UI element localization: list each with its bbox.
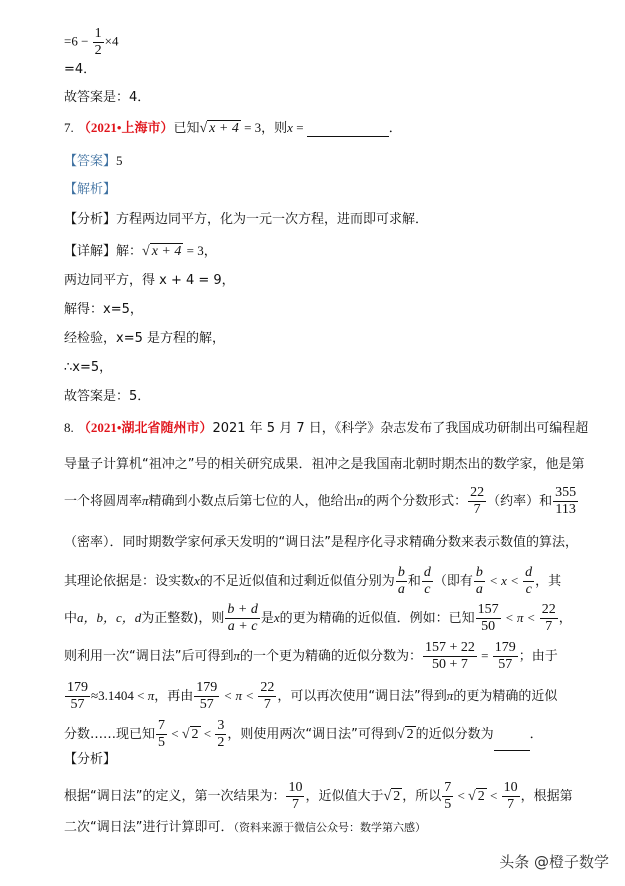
variables: a，b，c，d: [77, 610, 142, 625]
detail-line: [64, 243, 217, 260]
stem-text: 已知: [173, 121, 200, 136]
stem-text: 分数……现已知: [64, 727, 156, 742]
fenxi-tag: 【分析】: [64, 212, 117, 227]
fenxi-line: [64, 212, 428, 228]
stem-text: 精确到小数点后第七位的人，他给出: [148, 494, 357, 509]
q8-fenxi-tag: 【分析】: [64, 752, 117, 767]
sqrt-2: √ 2: [468, 789, 485, 804]
stem-text: =: [292, 120, 307, 135]
detail-text: 解：: [116, 244, 143, 259]
analysis-tag: 【解析】: [64, 182, 117, 197]
approx-text: ≈3.1404 <: [91, 688, 145, 703]
sqrt-expression: √ x + 4: [142, 244, 182, 259]
fraction-10-7: $\frac{10}{7}$: [503, 780, 518, 812]
question-8-line-3: [64, 485, 579, 518]
fraction: $\frac{1}{2}$: [94, 26, 102, 58]
stem-text: ．: [388, 121, 402, 136]
pi-symbol: π: [446, 688, 454, 703]
step-4: ∴x=5，: [64, 360, 113, 375]
pi-symbol: π: [233, 648, 240, 663]
analysis-text: ，根据第: [520, 789, 573, 804]
fraction-b-a: $\frac{b}{a}$: [475, 565, 483, 597]
question-7-stem: [64, 120, 402, 137]
stem-text: ，其: [535, 574, 562, 589]
question-8-line-8: $\frac{179}{57}$ ≈3.1404 < π，再由 $\frac{179}{57}$ < π < $\frac{22}{7}$ ，可以再次使用“调日法”得到π的更为精确的近似: [67, 680, 558, 712]
fraction-179-57: $\frac{179}{57}$: [67, 680, 88, 712]
prev-solution-answer: 故答案是：4．: [64, 90, 151, 105]
stem-text: 的两个分数形式：: [363, 494, 468, 509]
stem-text: 的不足近似值和过剩近似值分别为: [199, 574, 395, 589]
step-3: 经检验，x=5 是方程的解，: [64, 331, 225, 346]
stem-text: 为正整数)，则: [141, 611, 225, 626]
prev-solution-line-2: =4．: [64, 62, 97, 77]
pi-symbol: π: [356, 493, 364, 508]
stem-text: 的更为精确的近似: [453, 689, 558, 704]
stem-text: ，再由: [154, 689, 194, 704]
fraction-yuelv: $\frac{22}{7}$: [470, 485, 485, 517]
answer-blank: [307, 136, 389, 137]
fraction-157-50: $\frac{157}{50}$: [477, 602, 499, 634]
fraction-mediant: $\frac{b + d}{a + c}$: [227, 602, 258, 634]
step-2: 解得：x=5，: [64, 302, 143, 317]
question-8-line-9: 分数……现已知 $\frac{7}{5}$ < √ 2 < $\frac{3}{2}$ ，则使用两次“调日法”可得到√ 2 的近似分数为 ．: [64, 718, 543, 750]
stem-text: 和: [407, 574, 421, 589]
fraction-22-7: $\frac{22}{7}$: [541, 602, 556, 634]
fraction-milv: $\frac{355}{113}$: [555, 485, 577, 517]
question-source: （2021•上海市）: [77, 120, 174, 135]
stem-text: 中: [64, 611, 78, 626]
answer-tag: 【答案】: [64, 154, 117, 169]
detail-text: = 3，: [183, 243, 217, 258]
analysis-text: 二次“调日法”进行计算即可．: [64, 820, 234, 835]
fraction-3-2: $\frac{3}{2}$: [217, 718, 225, 750]
stem-text: 2021 年 5 月 7 日，《科学》杂志发布了我国成功研制出可编程超: [212, 421, 589, 436]
fraction-179-57: $\frac{179}{57}$: [494, 640, 516, 672]
fraction-sum: $\frac{157 + 22}{50 + 7}$: [425, 640, 475, 672]
sqrt-2: √ 2: [396, 727, 414, 742]
fraction-d-c: $\frac{d}{c}$: [525, 565, 533, 597]
stem-text: ．: [529, 727, 543, 742]
fraction-10-7: $\frac{10}{7}$: [288, 780, 303, 812]
fraction-22-7: $\frac{22}{7}$: [260, 680, 275, 712]
sqrt-2: √ 2: [383, 789, 401, 804]
analysis-text: ，所以: [402, 789, 442, 804]
stem-text: 其理论依据是：设实数: [64, 574, 195, 589]
stem-text: 一个将圆周率: [64, 494, 143, 509]
watermark: 头条 @橙子数学: [499, 853, 609, 871]
question-source: （2021•湖北省随州市）: [77, 420, 213, 435]
question-8-line-7: 则利用一次“调日法”后可得到π的一个更为精确的近似分数为： $\frac{157 + 22}{50 + 7}$ = $\frac{179}{57}$ ；由于: [64, 640, 558, 672]
stem-text: （即有: [433, 574, 473, 589]
source-note: （资料来源于微信公众号：数学第六感）: [233, 821, 426, 834]
expr-text: ×4: [104, 33, 119, 49]
prev-solution-line-1: [64, 26, 119, 59]
q8-analysis-line-1: 根据“调日法”的定义，第一次结果为： $\frac{10}{7}$ ，近似值大于√ 2 ，所以 $\frac{7}{5}$ < √ 2 < $\frac{10}{7}$ ，根据第: [64, 780, 573, 812]
variable: x: [287, 120, 293, 135]
analysis-text: ，近似值大于: [305, 789, 384, 804]
analysis-text: 根据“调日法”的定义，第一次结果为：: [64, 789, 286, 804]
q8-analysis-line-2: [64, 820, 426, 836]
question-8-line-4: （密率）．同时期数学家何承天发明的“调日法”是程序化寻求精确分数来表示数值的算法，: [64, 535, 578, 550]
stem-text: 是: [260, 611, 274, 626]
stem-text: 的一个更为精确的近似分数为：: [240, 649, 423, 664]
fraction-7-5: $\frac{7}{5}$: [158, 718, 166, 750]
sqrt-expression: √ x + 4: [199, 121, 239, 136]
stem-text: （约率）和: [487, 494, 553, 509]
fraction-d-c: $\frac{d}{c}$: [423, 565, 431, 597]
answer-blank: [494, 750, 530, 751]
sqrt-2: √ 2: [181, 727, 199, 742]
fenxi-text: 方程两边同平方，化为一元一次方程，进而即可求解．: [116, 212, 429, 227]
expr-text: =6 −: [64, 33, 92, 49]
stem-text: ，可以再次使用“调日法”得到: [277, 689, 447, 704]
fraction-179-57: $\frac{179}{57}$: [196, 680, 218, 712]
answer-value: 5: [116, 153, 123, 168]
stem-text: 的更为精确的近似值．例如：已知: [279, 611, 475, 626]
stem-text: = 3，则: [240, 120, 288, 135]
stem-text: 的近似分数为: [415, 727, 494, 742]
question-8-line-5: 其理论依据是：设实数x的不足近似值和过剩近似值分别为 $\frac{b}{a}$ 和 $\frac{d}{c}$ （即有 $\frac{b}{a}$ < x < $\frac{d}{c}$ ，其: [64, 565, 562, 597]
step-5: 故答案是：5．: [64, 389, 151, 404]
fraction-7-5: $\frac{7}{5}$: [444, 780, 452, 812]
question-number: 7.: [64, 120, 74, 135]
detail-tag: 【详解】: [64, 244, 117, 259]
fraction-b-a: $\frac{b}{a}$: [397, 565, 405, 597]
stem-text: ；由于: [518, 649, 558, 664]
stem-text: ，则使用两次“调日法”可得到: [227, 727, 397, 742]
answer-line: [64, 153, 123, 170]
question-8-line-1: [64, 420, 588, 437]
step-1: 两边同平方，得 x + 4 = 9，: [64, 273, 235, 288]
question-8-line-2: 导量子计算机“祖冲之”号的相关研究成果．祖冲之是我国南北朝时期杰出的数学家，他是第: [64, 457, 585, 472]
question-number: 8.: [64, 420, 74, 435]
stem-text: 则利用一次“调日法”后可得到: [64, 649, 234, 664]
question-8-line-6: 中a，b，c，d为正整数)，则 $\frac{b + d}{a + c}$ 是x的更为精确的近似值．例如：已知 $\frac{157}{50}$ < π < $\frac{22}{7}$ ，: [64, 602, 572, 634]
pi-symbol: π: [142, 493, 149, 508]
